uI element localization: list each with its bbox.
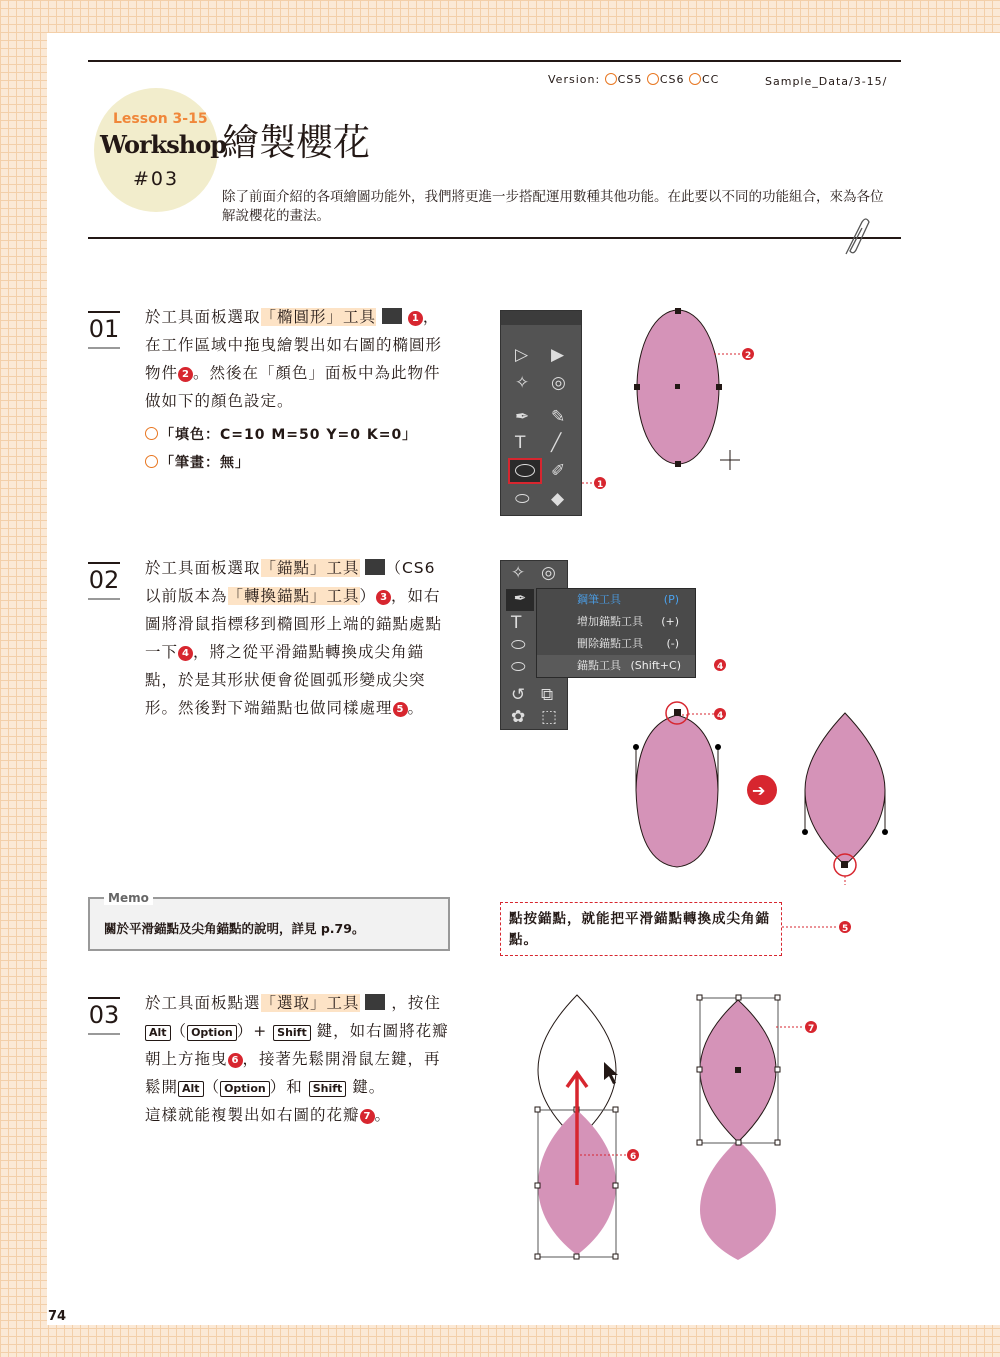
rotate-icon[interactable]: ↺	[511, 685, 526, 705]
stroke-setting: 「筆畫：無」	[160, 455, 250, 471]
step-2-text	[145, 554, 455, 722]
text: 於工具面板選取	[145, 308, 261, 326]
text: ，接著先鬆開滑鼠左鍵，再鬆開	[145, 1050, 441, 1096]
text: 鍵。	[352, 1078, 386, 1096]
sample-path: Sample_Data/3-15/	[765, 75, 888, 88]
step-2-illustration	[620, 655, 900, 885]
ellipse-tool-icon	[382, 308, 402, 324]
text: ，將之從平滑錨點轉換成尖角錨點，於是其形狀便會從圓弧形變成尖突形。然後對下端錨點也做同樣處理	[145, 643, 426, 717]
step-number: 01	[88, 311, 120, 349]
badge: 6	[228, 1053, 243, 1068]
text: 。	[407, 699, 425, 717]
menu-shortcut: (Shift+C)	[630, 659, 681, 672]
step-3-text: 於工具面板點選「選取」工具 ，按住 Alt （ Option ）+ Shift 鍵，如右圖將花瓣朝上方拖曳 6 ，接著先鬆開滑鼠左鍵，再鬆開 Alt （ Option ）和 Shift 鍵。 這樣就能複製出如右圖的花瓣 7 。	[145, 994, 449, 1124]
fill-setting: 「填色：C=10 M=50 Y=0 K=0」	[160, 427, 418, 443]
menu-label: 鋼筆工具	[577, 593, 621, 606]
curvature-icon[interactable]: ✎	[551, 407, 566, 427]
callout-leader	[780, 918, 860, 938]
step-1-illustration	[540, 300, 760, 500]
key-shift: Shift	[309, 1081, 347, 1097]
menu-label: 刪除錨點工具	[577, 637, 643, 650]
memo-text: 關於平滑錨點及尖角錨點的說明，詳見 p.79。	[104, 921, 365, 936]
badge: 3	[376, 590, 391, 605]
text: 和	[286, 1078, 303, 1096]
key-alt: Alt	[145, 1025, 171, 1041]
badge: 5	[393, 702, 408, 717]
memo-box	[88, 891, 450, 951]
menu-shortcut: (+)	[661, 615, 679, 628]
tool-name: 「選取」工具	[260, 994, 360, 1012]
lesson-label: Lesson 3-15	[113, 111, 208, 127]
key-option: Option	[220, 1081, 270, 1097]
tool-name: 「轉換錨點」工具	[227, 587, 360, 605]
svg-text:6: 6	[630, 1152, 637, 1162]
menu-label: 增加錨點工具	[577, 615, 643, 628]
badge: 4	[178, 646, 193, 661]
header-bottom-rule	[88, 237, 901, 239]
step-3-illustration	[520, 990, 850, 1270]
text: （CS6 以前版本為	[145, 559, 436, 605]
type-icon[interactable]: T	[511, 613, 522, 633]
step-number: 03	[88, 997, 120, 1035]
magic-wand-icon[interactable]: ✧	[515, 373, 530, 393]
brush-icon[interactable]: ✐	[551, 461, 566, 481]
paperclip-icon	[838, 218, 874, 258]
page-number: 74	[48, 1309, 67, 1324]
menu-label: 錨點工具	[577, 659, 621, 672]
svg-text:4: 4	[717, 711, 724, 721]
text: ，按住	[391, 994, 441, 1012]
key-shift: Shift	[273, 1025, 311, 1041]
version-label: Version:	[548, 73, 601, 86]
ellipse-icon[interactable]: ⬭	[511, 635, 526, 655]
check-icon	[647, 73, 659, 85]
badge: 1	[408, 311, 423, 326]
svg-text:4: 4	[717, 662, 724, 672]
anchor-tool-icon	[365, 559, 385, 575]
eraser-icon[interactable]: ◆	[551, 489, 565, 509]
svg-text:2: 2	[745, 351, 752, 361]
warp-icon[interactable]: ✿	[511, 707, 526, 727]
version-cs5: CS5	[617, 73, 643, 86]
pen-tool-button[interactable]: ✒	[506, 589, 534, 611]
menu-item-add-anchor[interactable]	[537, 611, 695, 633]
check-icon	[605, 73, 617, 85]
shaper-icon[interactable]: ⬭	[511, 657, 526, 677]
ellipse-tool-button[interactable]	[508, 458, 542, 484]
text: 於工具面板點選	[145, 994, 261, 1012]
text: ，在工作區域中拖曳繪製出如右圖的橢圓形物件	[145, 308, 443, 382]
badge: 7	[360, 1109, 375, 1124]
menu-shortcut: (P)	[663, 593, 679, 606]
text: ，如右圖將滑鼠指標移到橢圓形上端的錨點處點一下	[145, 587, 443, 661]
text: 鍵，如右圖將花瓣朝上方拖曳	[145, 1022, 449, 1068]
svg-text:7: 7	[808, 1024, 815, 1034]
version-cs6: CS6	[659, 73, 685, 86]
tool-name: 「橢圓形」工具	[260, 308, 377, 326]
badge: 2	[178, 367, 193, 382]
lasso-icon[interactable]: ◎	[551, 373, 566, 393]
arrow-icon	[145, 427, 158, 440]
magic-wand-icon[interactable]: ✧	[511, 563, 526, 583]
pen-icon[interactable]: ✒	[515, 407, 530, 427]
direct-selection-icon[interactable]: ▶	[551, 345, 565, 365]
arrow-icon	[145, 455, 158, 468]
selection-tool-icon	[365, 994, 385, 1010]
step-1-text	[145, 303, 455, 477]
menu-item-delete-anchor[interactable]	[537, 633, 695, 655]
text: 這樣就能複製出如右圖的花瓣	[145, 1106, 360, 1124]
line-icon[interactable]: ╱	[551, 433, 562, 453]
workshop-label: Workshop	[100, 130, 227, 159]
menu-item-pen[interactable]	[537, 589, 695, 611]
text: 。然後在「顏色」面板中為此物件做如下的顏色設定。	[145, 364, 441, 410]
scale-icon[interactable]: ⧉	[541, 685, 554, 705]
key-alt: Alt	[178, 1081, 204, 1097]
text: ）	[359, 587, 377, 605]
tool-name: 「錨點」工具	[260, 559, 360, 577]
workshop-number: #03	[133, 168, 180, 190]
check-icon	[689, 73, 701, 85]
version-cc: CC	[702, 73, 720, 86]
svg-text:1: 1	[597, 480, 604, 490]
memo-title: Memo	[104, 891, 153, 905]
type-icon[interactable]: T	[515, 433, 526, 453]
svg-text:➔: ➔	[752, 781, 766, 800]
page-title: 繪製櫻花	[222, 121, 370, 164]
free-transform-icon[interactable]: ⬚	[541, 707, 558, 727]
lasso-icon[interactable]: ◎	[541, 563, 556, 583]
intro-text: 除了前面介紹的各項繪圖功能外，我們將更進一步搭配運用數種其他功能。在此要以不同的功能組合，來為各位解說櫻花的畫法。	[222, 189, 884, 224]
top-rule	[88, 60, 901, 62]
text: 於工具面板選取	[145, 559, 261, 577]
menu-shortcut: (-)	[666, 637, 679, 650]
step-number: 02	[88, 562, 120, 600]
shaper-icon[interactable]: ⬭	[515, 489, 530, 509]
text: 。	[374, 1106, 392, 1124]
svg-text:5: 5	[842, 924, 849, 934]
callout-box: 點按錨點，就能把平滑錨點轉換成尖角錨點。	[500, 902, 782, 956]
key-option: Option	[187, 1025, 237, 1041]
selection-tool-icon[interactable]: ▷	[515, 345, 529, 365]
version-info	[548, 73, 719, 86]
